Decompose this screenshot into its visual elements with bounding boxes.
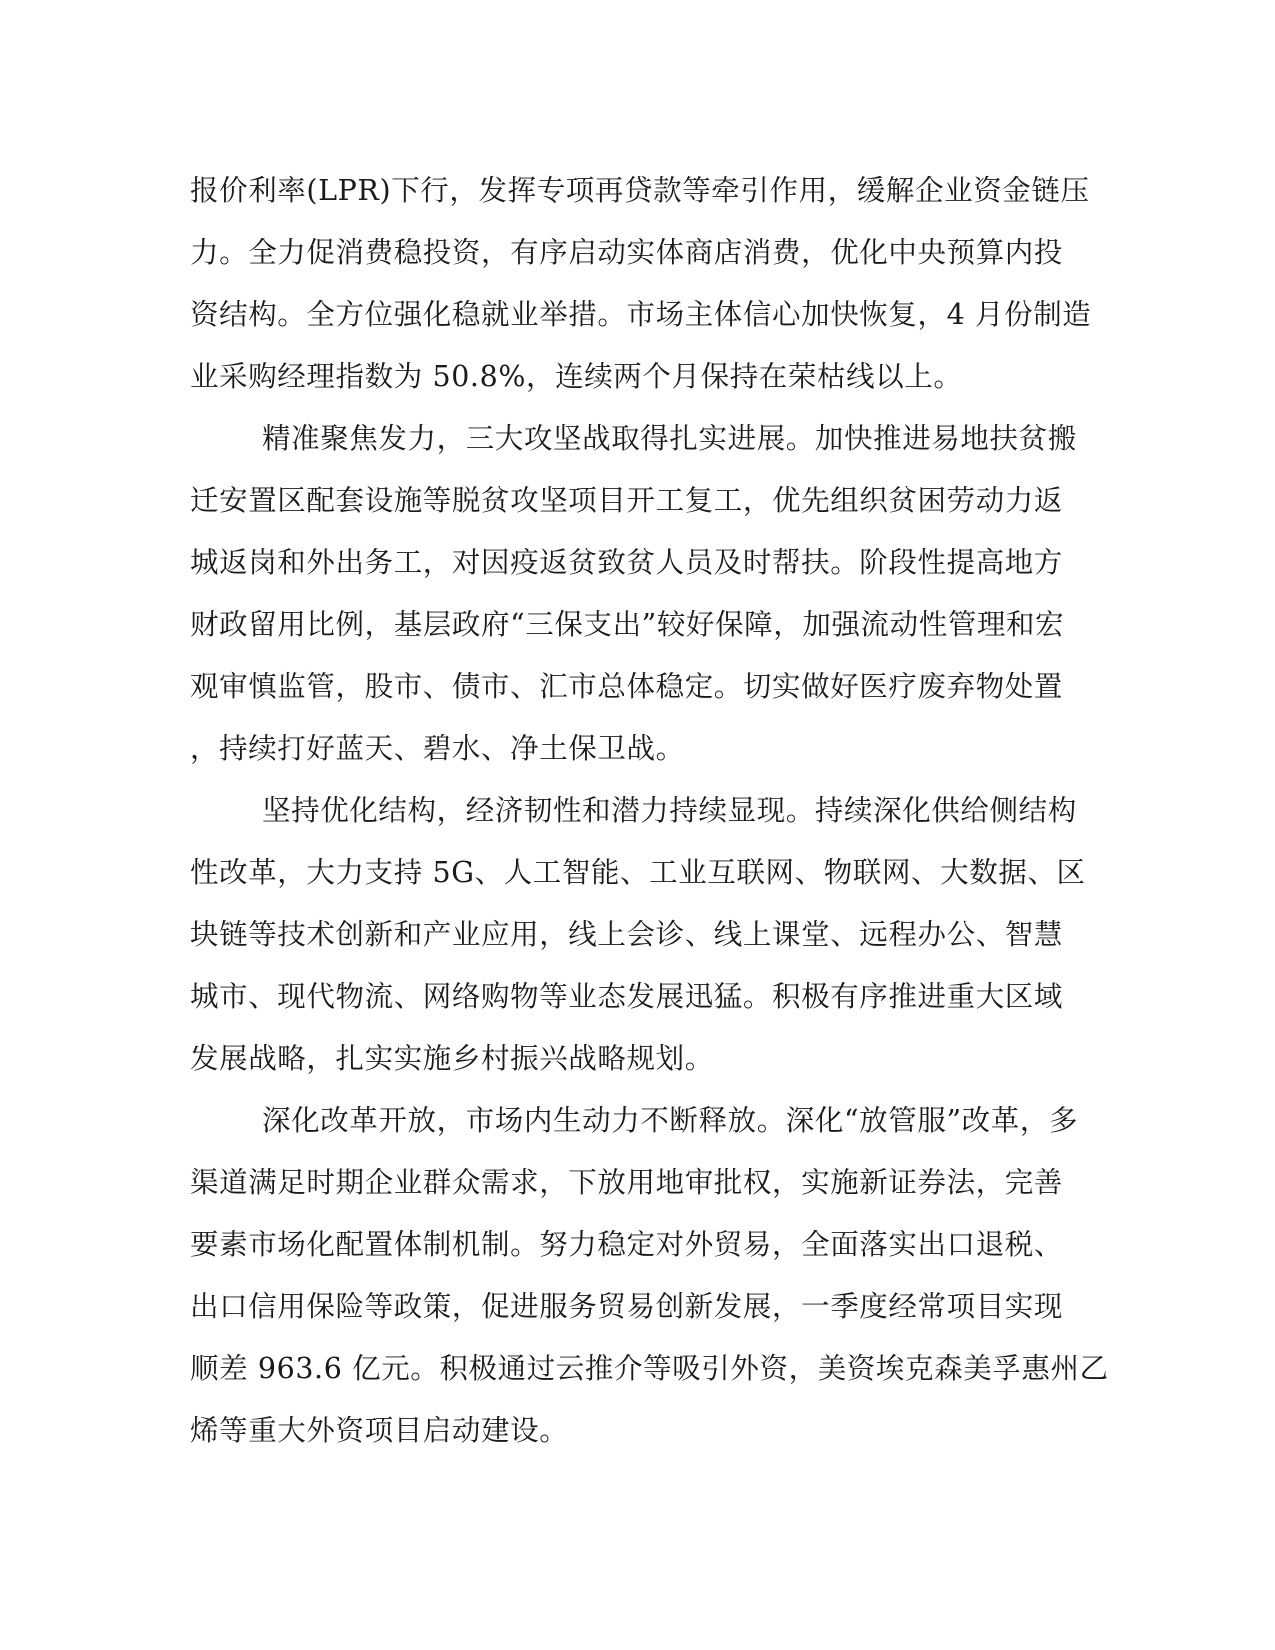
paragraph-1-line-4: 业采购经理指数为 50.8%，连续两个月保持在荣枯线以上。 [190,360,963,393]
paragraph-4-line-5: 顺差 963.6 亿元。积极通过云推介等吸引外资，美资埃克森美孚惠州乙 [190,1352,1109,1385]
paragraph-3-line-1: 坚持优化结构，经济韧性和潜力持续显现。持续深化供给侧结构 [262,794,1077,827]
paragraph-4-line-6: 烯等重大外资项目启动建设。 [190,1414,569,1447]
paragraph-4-line-3: 要素市场化配置体制机制。努力稳定对外贸易，全面落实出口退税、 [190,1228,1064,1261]
paragraph-2-line-3: 城返岗和外出务工，对因疫返贫致贫人员及时帮扶。阶段性提高地方 [190,546,1064,579]
body-text [190,160,1109,1462]
paragraph-4-line-4: 出口信用保险等政策，促进服务贸易创新发展，一季度经常项目实现 [190,1290,1064,1323]
paragraph-3-line-4: 城市、现代物流、网络购物等业态发展迅猛。积极有序推进重大区域 [190,980,1064,1013]
paragraph-2-line-5: 观审慎监管，股市、债市、汇市总体稳定。切实做好医疗废弃物处置 [190,670,1064,703]
paragraph-1-line-3: 资结构。全方位强化稳就业举措。市场主体信心加快恢复，4 月份制造 [190,298,1092,331]
paragraph-1-line-1: 报价利率(LPR)下行，发挥专项再贷款等牵引作用，缓解企业资金链压 [190,174,1090,207]
paragraph-2-line-6: ，持续打好蓝天、碧水、净土保卫战。 [190,732,685,765]
paragraph-2-line-4: 财政留用比例，基层政府“三保支出”较好保障，加强流动性管理和宏 [190,608,1065,641]
paragraph-2-line-2: 迁安置区配套设施等脱贫攻坚项目开工复工，优先组织贫困劳动力返 [190,484,1064,517]
paragraph-2-line-1: 精准聚焦发力，三大攻坚战取得扎实进展。加快推进易地扶贫搬 [262,422,1077,455]
paragraph-3-line-2: 性改革，大力支持 5G、人工智能、工业互联网、物联网、大数据、区 [190,856,1086,889]
paragraph-4-line-1: 深化改革开放，市场内生动力不断释放。深化“放管服”改革，多 [262,1104,1079,1137]
paragraph-3-line-5: 发展战略，扎实实施乡村振兴战略规划。 [190,1042,714,1075]
paragraph-1-line-2: 力。全力促消费稳投资，有序启动实体商店消费，优化中央预算内投 [190,236,1064,269]
paragraph-3-line-3: 块链等技术创新和产业应用，线上会诊、线上课堂、远程办公、智慧 [190,918,1064,951]
paragraph-4-line-2: 渠道满足时期企业群众需求，下放用地审批权，实施新证券法，完善 [190,1166,1064,1199]
